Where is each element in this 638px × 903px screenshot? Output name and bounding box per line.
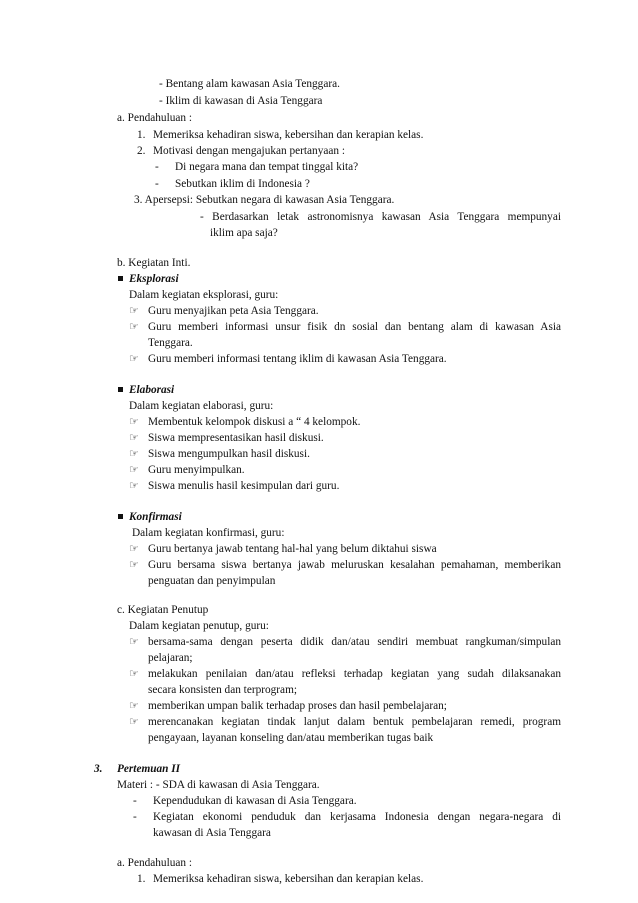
subheading-konfirmasi: Konfirmasi (129, 511, 182, 523)
pointing-hand-icon: ☞ (129, 636, 139, 648)
list-dash: - (133, 811, 137, 823)
list-item: Siswa mengumpulkan hasil diskusi. (148, 448, 310, 460)
list-item-cont: kawasan di Asia Tenggara (153, 827, 271, 839)
list-item: Di negara mana dan tempat tinggal kita? (175, 161, 359, 173)
list-dash: - (155, 161, 159, 173)
heading-kegiatan-penutup: c. Kegiatan Penutup (117, 604, 209, 616)
pointing-hand-icon: ☞ (129, 321, 139, 333)
list-item: merencanakan kegiatan tindak lanjut dalam bentuk pembelajaran remedi, program (148, 716, 561, 728)
list-item: Siswa mempresentasikan hasil diskusi. (148, 432, 324, 444)
pointing-hand-icon: ☞ (129, 464, 139, 476)
black-square-icon (118, 387, 123, 392)
pointing-hand-icon: ☞ (129, 305, 139, 317)
pointing-hand-icon: ☞ (129, 668, 139, 680)
subheading-eksplorasi: Eksplorasi (129, 273, 179, 285)
pointing-hand-icon: ☞ (129, 700, 139, 712)
list-item: Guru memberi informasi tentang iklim di kawasan Asia Tenggara. (148, 353, 447, 365)
apersepsi-line: 3. Apersepsi: Sebutkan negara di kawasan Asia Tenggara. (134, 194, 395, 206)
heading-kegiatan-inti: b. Kegiatan Inti. (117, 257, 191, 269)
list-item: Memeriksa kehadiran siswa, kebersihan dan kerapian kelas. (153, 129, 424, 141)
black-square-icon (118, 276, 123, 281)
list-item: Motivasi dengan mengajukan pertanyaan : (153, 145, 345, 157)
list-item: Guru bersama siswa bertanya jawab meluruskan kesalahan pemahaman, memberikan (148, 559, 561, 571)
heading-pertemuan-ii: Pertemuan II (117, 763, 181, 775)
list-item-cont: secara konsisten dan terprogram; (148, 684, 297, 696)
pointing-hand-icon: ☞ (129, 448, 139, 460)
apersepsi-question: - Berdasarkan letak astronomisnya kawasan Asia Tenggara mempunyai (200, 211, 561, 223)
intro-elaborasi: Dalam kegiatan elaborasi, guru: (129, 400, 274, 412)
pointing-hand-icon: ☞ (129, 480, 139, 492)
materi-item-iklim: - Iklim di kawasan di Asia Tenggara (159, 95, 323, 107)
subheading-elaborasi: Elaborasi (129, 384, 175, 396)
section-number: 3. (94, 763, 103, 775)
pointing-hand-icon: ☞ (129, 416, 139, 428)
list-item: Sebutkan iklim di Indonesia ? (175, 178, 310, 190)
materi-item-bentang-alam: - Bentang alam kawasan Asia Tenggara. (159, 78, 340, 90)
list-item: memberikan umpan balik terhadap proses dan hasil pembelajaran; (148, 700, 447, 712)
list-dash: - (155, 178, 159, 190)
heading-pendahuluan-2: a. Pendahuluan : (117, 857, 192, 869)
list-item-cont: penguatan dan penyimpulan (148, 575, 276, 587)
list-item: Guru menyajikan peta Asia Tenggara. (148, 305, 319, 317)
list-item: Memeriksa kehadiran siswa, kebersihan dan kerapian kelas. (153, 873, 424, 885)
list-item: Guru bertanya jawab tentang hal-hal yang belum diktahui siswa (148, 543, 437, 555)
list-number: 1. (137, 873, 146, 885)
list-number: 2. (137, 145, 146, 157)
list-item: bersama-sama dengan peserta didik dan/atau sendiri membuat rangkuman/simpulan (148, 636, 561, 648)
black-square-icon (118, 514, 123, 519)
intro-eksplorasi: Dalam kegiatan eksplorasi, guru: (129, 289, 279, 301)
pointing-hand-icon: ☞ (129, 432, 139, 444)
heading-pendahuluan: a. Pendahuluan : (117, 112, 192, 124)
list-item-cont: Tenggara. (148, 337, 193, 349)
list-number: 1. (137, 129, 146, 141)
pointing-hand-icon: ☞ (129, 543, 139, 555)
list-item: Siswa menulis hasil kesimpulan dari guru. (148, 480, 340, 492)
pointing-hand-icon: ☞ (129, 559, 139, 571)
list-item: Guru memberi informasi unsur fisik dn sosial dan bentang alam di kawasan Asia (148, 321, 561, 333)
list-item: Membentuk kelompok diskusi a “ 4 kelompok. (148, 416, 361, 428)
intro-penutup: Dalam kegiatan penutup, guru: (129, 620, 269, 632)
list-item: melakukan penilaian dan/atau refleksi terhadap kegiatan yang sudah dilaksanakan (148, 668, 561, 680)
materi-line: Materi : - SDA di kawasan di Asia Tenggara. (117, 779, 320, 791)
list-item-cont: pengayaan, layanan konseling dan/atau memberikan tugas baik (148, 732, 434, 744)
list-dash: - (133, 795, 137, 807)
list-item: Guru menyimpulkan. (148, 464, 245, 476)
apersepsi-question-cont: iklim apa saja? (210, 227, 278, 239)
list-item: Kegiatan ekonomi penduduk dan kerjasama Indonesia dengan negara-negara di (153, 811, 561, 823)
list-item: Kependudukan di kawasan di Asia Tenggara. (153, 795, 357, 807)
list-item-cont: pelajaran; (148, 652, 193, 664)
intro-konfirmasi: Dalam kegiatan konfirmasi, guru: (132, 527, 285, 539)
pointing-hand-icon: ☞ (129, 353, 139, 365)
pointing-hand-icon: ☞ (129, 716, 139, 728)
